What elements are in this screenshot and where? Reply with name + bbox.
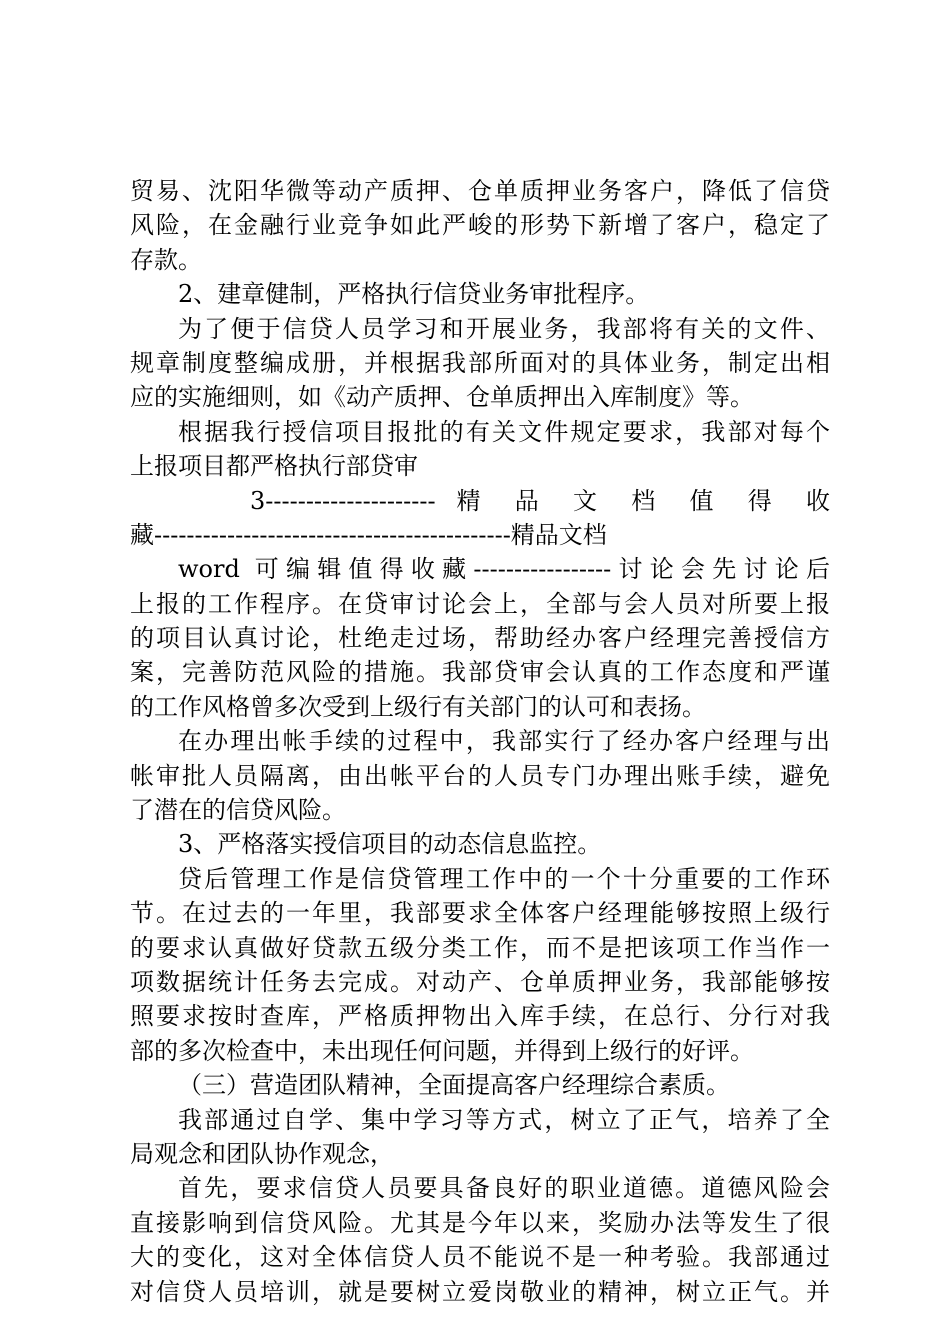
text-line: 存款。: [130, 245, 202, 274]
text-line: 的项目认真讨论，杜绝走过场，帮助经办客户经理完善授信方: [130, 624, 830, 653]
text-line: 的要求认真做好贷款五级分类工作，而不是把该项工作当作一: [130, 933, 830, 962]
section-heading: 2、建章健制，严格执行信贷业务审批程序。: [178, 280, 650, 309]
text-line: 应的实施细则，如《动产质押、仓单质押出入库制度》等。: [130, 383, 754, 412]
document-body: [130, 174, 830, 1309]
section-heading: 3、严格落实授信项目的动态信息监控。: [178, 830, 602, 859]
text-line: 项数据统计任务去完成。对动产、仓单质押业务，我部能够按: [130, 967, 830, 996]
text-line: 了潜在的信贷风险。: [130, 796, 346, 825]
section-heading: （三）营造团队精神，全面提高客户经理综合素质。: [178, 1071, 730, 1100]
text-line: 首先，要求信贷人员要具备良好的职业道德。道德风险会: [178, 1174, 830, 1203]
text-line: 案，完善防范风险的措施。我部贷审会认真的工作态度和严谨: [130, 658, 830, 687]
text-line: 的工作风格曾多次受到上级行有关部门的认可和表扬。: [130, 692, 706, 721]
text-line: 上报的工作程序。在贷审讨论会上，全部与会人员对所要上报: [130, 589, 830, 618]
text-line: 为了便于信贷人员学习和开展业务，我部将有关的文件、: [178, 314, 830, 343]
text-line: 我部通过自学、集中学习等方式，树立了正气，培养了全: [178, 1105, 830, 1134]
text-line: 局观念和团队协作观念，: [130, 1139, 394, 1168]
text-line: 直接影响到信贷风险。尤其是今年以来，奖励办法等发生了很: [130, 1208, 830, 1237]
text-line: 根据我行授信项目报批的有关文件规定要求，我部对每个: [178, 417, 830, 446]
text-line: 贷后管理工作是信贷管理工作中的一个十分重要的工作环: [178, 864, 830, 893]
text-line: 节。在过去的一年里，我部要求全体客户经理能够按照上级行: [130, 899, 830, 928]
text-line: 在办理出帐手续的过程中，我部实行了经办客户经理与出: [178, 727, 830, 756]
text-line: 大的变化，这对全体信贷人员不能说不是一种考验。我部通过: [130, 1243, 830, 1272]
watermark-line: 藏--------------------------------------------精品文档: [130, 520, 607, 549]
text-line: 上报项目都严格执行部贷审: [130, 452, 418, 481]
watermark-line: 3--------------------- 精 品 文 档 值 得 收: [250, 486, 830, 515]
text-line: 部的多次检查中，未出现任何问题，并得到上级行的好评。: [130, 1036, 754, 1065]
text-line: 贸易、沈阳华微等动产质押、仓单质押业务客户，降低了信贷: [130, 177, 830, 205]
text-line: word 可编辑值得收藏-----------------讨论会先讨论后: [178, 555, 830, 584]
text-line: 对信贷人员培训，就是要树立爱岗敬业的精神，树立正气。并: [130, 1277, 830, 1306]
text-line: 风险，在金融行业竞争如此严峻的形势下新增了客户，稳定了: [130, 211, 830, 240]
text-line: 照要求按时查库，严格质押物出入库手续，在总行、分行对我: [130, 1002, 830, 1031]
text-line: 规章制度整编成册，并根据我部所面对的具体业务，制定出相: [130, 348, 830, 377]
text-line: 帐审批人员隔离，由出帐平台的人员专门办理出账手续，避免: [130, 761, 830, 790]
